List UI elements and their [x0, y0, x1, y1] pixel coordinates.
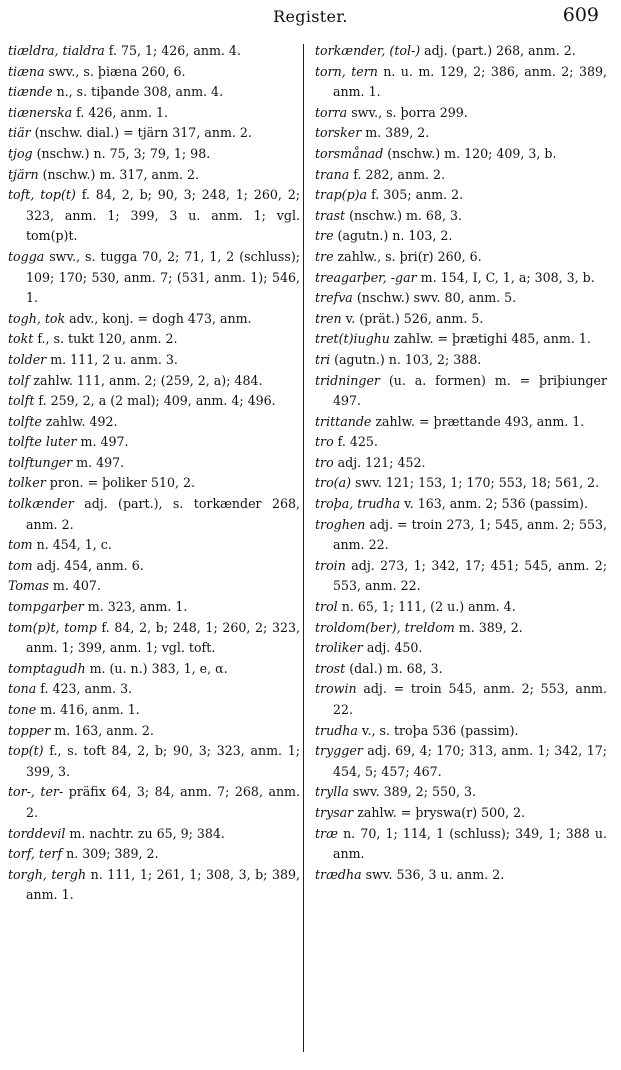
entry-references: zahlw. = þrættande 493, anm. 1.: [371, 413, 585, 429]
entry-references: adj. 121; 452.: [333, 454, 426, 470]
entry-headword: tolfte luter: [8, 434, 77, 450]
entry-headword: tokt: [8, 331, 34, 347]
index-entry: [8, 576, 300, 597]
index-entry: [8, 329, 300, 350]
entry-headword: tolder: [8, 351, 47, 367]
index-entry: [315, 309, 607, 330]
entry-references: f. 282, anm. 2.: [349, 166, 446, 182]
entry-references: m. 389, 2.: [361, 125, 430, 141]
running-title: Register.: [273, 7, 348, 26]
entry-headword: trana: [315, 166, 350, 182]
index-entry: [315, 329, 607, 350]
entry-references: m. 323, anm. 1.: [83, 599, 188, 615]
index-entry: [8, 556, 300, 577]
entry-headword: trol: [315, 599, 338, 615]
index-entry: [8, 535, 300, 556]
entry-references: m. (u. n.) 383, 1, e, α.: [85, 660, 228, 676]
index-entry: [8, 41, 300, 62]
index-entry: [8, 391, 300, 412]
index-entry: [315, 515, 607, 556]
index-entry: [8, 144, 300, 165]
entry-headword: trædha: [315, 866, 362, 882]
index-entry: [8, 82, 300, 103]
entry-headword: tro(a): [315, 475, 351, 491]
entry-headword: torddevil: [8, 825, 66, 841]
entry-references: f. 84, 2, b; 248, 1; 260, 2; 323, anm. 1; 399, anm. 1; vgl. toft.: [26, 619, 301, 656]
entry-headword: trost: [315, 660, 346, 676]
entry-headword: torkænder, (tol-): [315, 43, 421, 58]
entry-headword: tri: [315, 351, 331, 367]
page-header: [0, 4, 621, 30]
entry-headword: torf, terf: [8, 846, 63, 862]
entry-headword: troldom(ber), treldom: [315, 619, 455, 635]
index-entry: [8, 103, 300, 124]
entry-references: swv. 121; 153, 1; 170; 553, 18; 561, 2.: [351, 475, 600, 491]
entry-headword: torsker: [315, 125, 362, 141]
index-entry: [8, 824, 300, 845]
entry-references: f., s. toft 84, 2, b; 90, 3; 323, anm. 1; 399, 3.: [26, 743, 300, 779]
index-entry: [315, 556, 607, 597]
entry-references: swv. 536, 3 u. anm. 2.: [361, 866, 505, 882]
entry-headword: topper: [8, 722, 51, 738]
entry-references: (agutn.) n. 103, 2; 388.: [330, 351, 482, 367]
entry-references: (nschw.) swv. 80, anm. 5.: [352, 290, 517, 306]
index-entry: [315, 453, 607, 474]
entry-references: m. 497.: [72, 454, 125, 470]
entry-references: swv., s. tugga 70, 2; 71, 1, 2 (schluss); 109; 170; 530, anm. 7; (531, anm. 1); 546, 1.: [26, 248, 300, 306]
index-entry: [8, 679, 300, 700]
index-entry: [315, 659, 607, 680]
entry-references: n., s. tiþande 308, anm. 4.: [52, 84, 224, 100]
entry-headword: toft, top(t): [8, 187, 76, 203]
entry-headword: trudha: [315, 722, 358, 738]
entry-references: adj. (part.), s. torkænder 268, anm. 2.: [26, 496, 300, 532]
entry-references: m. 111, 2 u. anm. 3.: [46, 351, 178, 367]
entry-headword: træ: [315, 825, 338, 841]
entry-references: swv. 389, 2; 550, 3.: [348, 784, 476, 800]
entry-references: zahlw. 111, anm. 2; (259, 2, a); 484.: [29, 372, 263, 388]
index-entry: [315, 371, 607, 412]
index-entry: [8, 350, 300, 371]
index-entry: [8, 865, 300, 906]
index-entry: [315, 226, 607, 247]
entry-references: m. 389, 2.: [454, 619, 523, 635]
index-entry: [8, 453, 300, 474]
index-entry: [8, 473, 300, 494]
index-entry: [315, 824, 607, 865]
entry-headword: troghen: [315, 516, 366, 532]
index-entry: [8, 782, 300, 823]
entry-headword: tom: [8, 557, 33, 573]
entry-headword: tiældra, tialdra: [8, 43, 105, 58]
index-entry: [315, 412, 607, 433]
entry-headword: togga: [8, 248, 45, 264]
entry-headword: tiænerska: [8, 104, 73, 120]
entry-references: adj. = troin 273, 1; 545, anm. 2; 553, anm. 22.: [333, 516, 607, 553]
index-entry: [315, 782, 607, 803]
entry-headword: tiæna: [8, 63, 45, 79]
index-entry: [315, 123, 607, 144]
entry-references: n. u. m. 129, 2; 386, anm. 2; 389, anm. 1.: [333, 63, 607, 100]
entry-references: m. 154, I, C, 1, a; 308, 3, b.: [416, 269, 595, 285]
index-entry: [8, 123, 300, 144]
entry-headword: tiænde: [8, 84, 53, 100]
entry-headword: tjog: [8, 145, 33, 161]
entry-headword: torra: [315, 104, 348, 120]
entry-headword: tolft: [8, 393, 35, 409]
entry-headword: tomptagudh: [8, 660, 86, 676]
entry-headword: tret(t)iughu: [315, 331, 390, 347]
entry-headword: trygger: [315, 743, 363, 759]
entry-headword: trowin: [315, 681, 357, 697]
entry-headword: togh, tok: [8, 310, 66, 326]
entry-headword: trittande: [315, 413, 372, 429]
index-entry: [315, 638, 607, 659]
entry-headword: trast: [315, 207, 346, 223]
index-entry: [8, 432, 300, 453]
entry-references: m. nachtr. zu 65, 9; 384.: [65, 825, 225, 841]
entry-headword: top(t): [8, 743, 44, 759]
entry-headword: tom(p)t, tomp: [8, 619, 97, 635]
entry-references: f. 305; anm. 2.: [367, 187, 464, 203]
entry-references: f., s. tukt 120, anm. 2.: [33, 331, 178, 347]
entry-headword: tom: [8, 537, 33, 553]
entry-headword: tompgarþer: [8, 599, 84, 615]
index-entry: [8, 165, 300, 186]
entry-references: n. 65, 1; 111, (2 u.) anm. 4.: [337, 599, 516, 615]
entry-headword: tre: [315, 248, 334, 264]
left-column: [8, 41, 300, 906]
index-entry: [8, 185, 300, 247]
entry-headword: trap(p)a: [315, 187, 368, 203]
entry-headword: tolfte: [8, 413, 42, 429]
index-entry: [315, 268, 607, 289]
entry-references: (nschw.) m. 120; 409, 3, b.: [383, 145, 557, 161]
entry-headword: trysar: [315, 804, 354, 820]
entry-headword: torgh, tergh: [8, 866, 87, 882]
index-entry: [315, 206, 607, 227]
right-column: [315, 41, 607, 885]
entry-references: zahlw. = þrætighi 485, anm. 1.: [389, 331, 591, 347]
entry-references: adj. 454, anm. 6.: [32, 557, 144, 573]
entry-headword: tona: [8, 681, 37, 697]
entry-references: m. 163, anm. 2.: [50, 722, 154, 738]
entry-headword: tolker: [8, 475, 46, 491]
entry-headword: tro: [315, 434, 334, 450]
index-entry: [8, 721, 300, 742]
index-entry: [315, 597, 607, 618]
index-entry: [315, 679, 607, 720]
index-entry: [8, 494, 300, 535]
entry-references: zahlw., s. þri(r) 260, 6.: [333, 248, 482, 264]
entry-references: (nschw. dial.) = tjärn 317, anm. 2.: [30, 125, 252, 141]
entry-headword: troliker: [315, 640, 363, 656]
index-entry: [8, 618, 300, 659]
entry-references: f. 425.: [333, 434, 378, 450]
index-entry: [315, 741, 607, 782]
entry-references: m. 497.: [76, 434, 129, 450]
index-entry: [315, 350, 607, 371]
entry-headword: trylla: [315, 784, 349, 800]
entry-references: adj. 273, 1; 342, 17; 451; 545, anm. 2; 553, anm. 22.: [333, 557, 607, 594]
index-entry: [315, 288, 607, 309]
index-entry: [8, 371, 300, 392]
column-divider: [303, 44, 304, 1052]
entry-headword: tre: [315, 228, 334, 244]
index-entry: [315, 618, 607, 639]
entry-references: f. 84, 2, b; 90, 3; 248, 1; 260, 2; 323, anm. 1; 399, 3 u. anm. 1; vgl. tom(p)t.: [26, 187, 300, 244]
entry-headword: tren: [315, 310, 342, 326]
entry-references: m. 416, anm. 1.: [36, 702, 140, 717]
index-entry: [315, 721, 607, 742]
entry-references: (nschw.) m. 317, anm. 2.: [38, 166, 200, 182]
entry-headword: tolftunger: [8, 454, 73, 470]
index-entry: [8, 741, 300, 782]
entry-references: adj. 450.: [362, 640, 423, 656]
entry-headword: tolf: [8, 372, 30, 388]
index-entry: [8, 844, 300, 865]
index-entry: [315, 185, 607, 206]
index-entry: [315, 247, 607, 268]
entry-headword: tiär: [8, 125, 31, 141]
index-entry: [315, 62, 607, 103]
index-entry: [315, 432, 607, 453]
entry-references: n. 454, 1, c.: [32, 537, 112, 553]
index-entry: [315, 41, 607, 62]
index-entry: [315, 144, 607, 165]
entry-headword: treagarþer, -gar: [315, 269, 417, 285]
entry-references: zahlw. 492.: [41, 413, 118, 429]
index-entry: [8, 412, 300, 433]
entry-references: v., s. troþa 536 (passim).: [357, 722, 519, 738]
index-entry: [8, 700, 300, 721]
entry-references: n. 111, 1; 261, 1; 308, 3, b; 389, anm. 1.: [26, 866, 300, 903]
entry-references: (nschw.) m. 68, 3.: [345, 207, 462, 223]
index-entry: [8, 62, 300, 83]
entry-references: f. 75, 1; 426, anm. 4.: [104, 43, 241, 58]
entry-references: präfix 64, 3; 84, anm. 7; 268, anm. 2.: [26, 784, 301, 820]
entry-headword: torn, tern: [315, 63, 378, 79]
page-number: 609: [562, 4, 599, 26]
index-entry: [315, 165, 607, 186]
entry-references: m. 407.: [48, 578, 101, 594]
entry-references: (agutn.) n. 103, 2.: [333, 228, 453, 244]
entry-headword: trefva: [315, 290, 353, 306]
entry-headword: tolkænder: [8, 496, 74, 512]
index-entry: [8, 247, 300, 309]
entry-headword: tjärn: [8, 166, 39, 182]
index-entry: [8, 659, 300, 680]
entry-references: adv., konj. = dogh 473, anm.: [65, 310, 252, 326]
entry-references: adj. 69, 4; 170; 313, anm. 1; 342, 17; 454, 5; 457; 467.: [333, 743, 607, 779]
entry-references: pron. = þoliker 510, 2.: [45, 475, 195, 491]
entry-headword: tor-, ter-: [8, 784, 64, 800]
index-entry: [8, 597, 300, 618]
entry-references: zahlw. = þryswa(r) 500, 2.: [353, 804, 526, 820]
entry-references: v. (prät.) 526, anm. 5.: [341, 310, 484, 326]
entry-headword: troþa, trudha: [315, 496, 401, 512]
entry-references: f. 426, anm. 1.: [72, 104, 168, 120]
entry-headword: tro: [315, 454, 334, 470]
index-entry: [315, 803, 607, 824]
entry-headword: Tomas: [8, 578, 49, 594]
index-entry: [315, 103, 607, 124]
entry-references: adj. (part.) 268, anm. 2.: [420, 43, 576, 58]
entry-references: n. 70, 1; 114, 1 (schluss); 349, 1; 388 u. anm.: [333, 825, 607, 862]
entry-references: f. 259, 2, a (2 mal); 409, anm. 4; 496.: [34, 393, 276, 409]
entry-references: (u. a. formen) m. = þriþiunger 497.: [333, 372, 607, 409]
entry-headword: tone: [8, 702, 37, 717]
entry-headword: torsmånad: [315, 145, 384, 161]
entry-references: n. 309; 389, 2.: [62, 846, 159, 862]
index-entry: [315, 865, 607, 886]
entry-headword: tridninger: [315, 372, 380, 388]
entry-references: swv., s. þorra 299.: [347, 104, 468, 120]
entry-references: v. 163, anm. 2; 536 (passim).: [400, 496, 588, 512]
index-entry: [8, 309, 300, 330]
entry-references: adj. = troin 545, anm. 2; 553, anm. 22.: [333, 681, 607, 717]
index-entry: [315, 494, 607, 515]
entry-references: (nschw.) n. 75, 3; 79, 1; 98.: [32, 145, 211, 161]
entry-headword: troin: [315, 557, 346, 573]
entry-references: swv., s. þiæna 260, 6.: [44, 63, 186, 79]
index-entry: [315, 473, 607, 494]
entry-references: (dal.) m. 68, 3.: [345, 660, 443, 676]
entry-references: f. 423, anm. 3.: [36, 681, 133, 697]
